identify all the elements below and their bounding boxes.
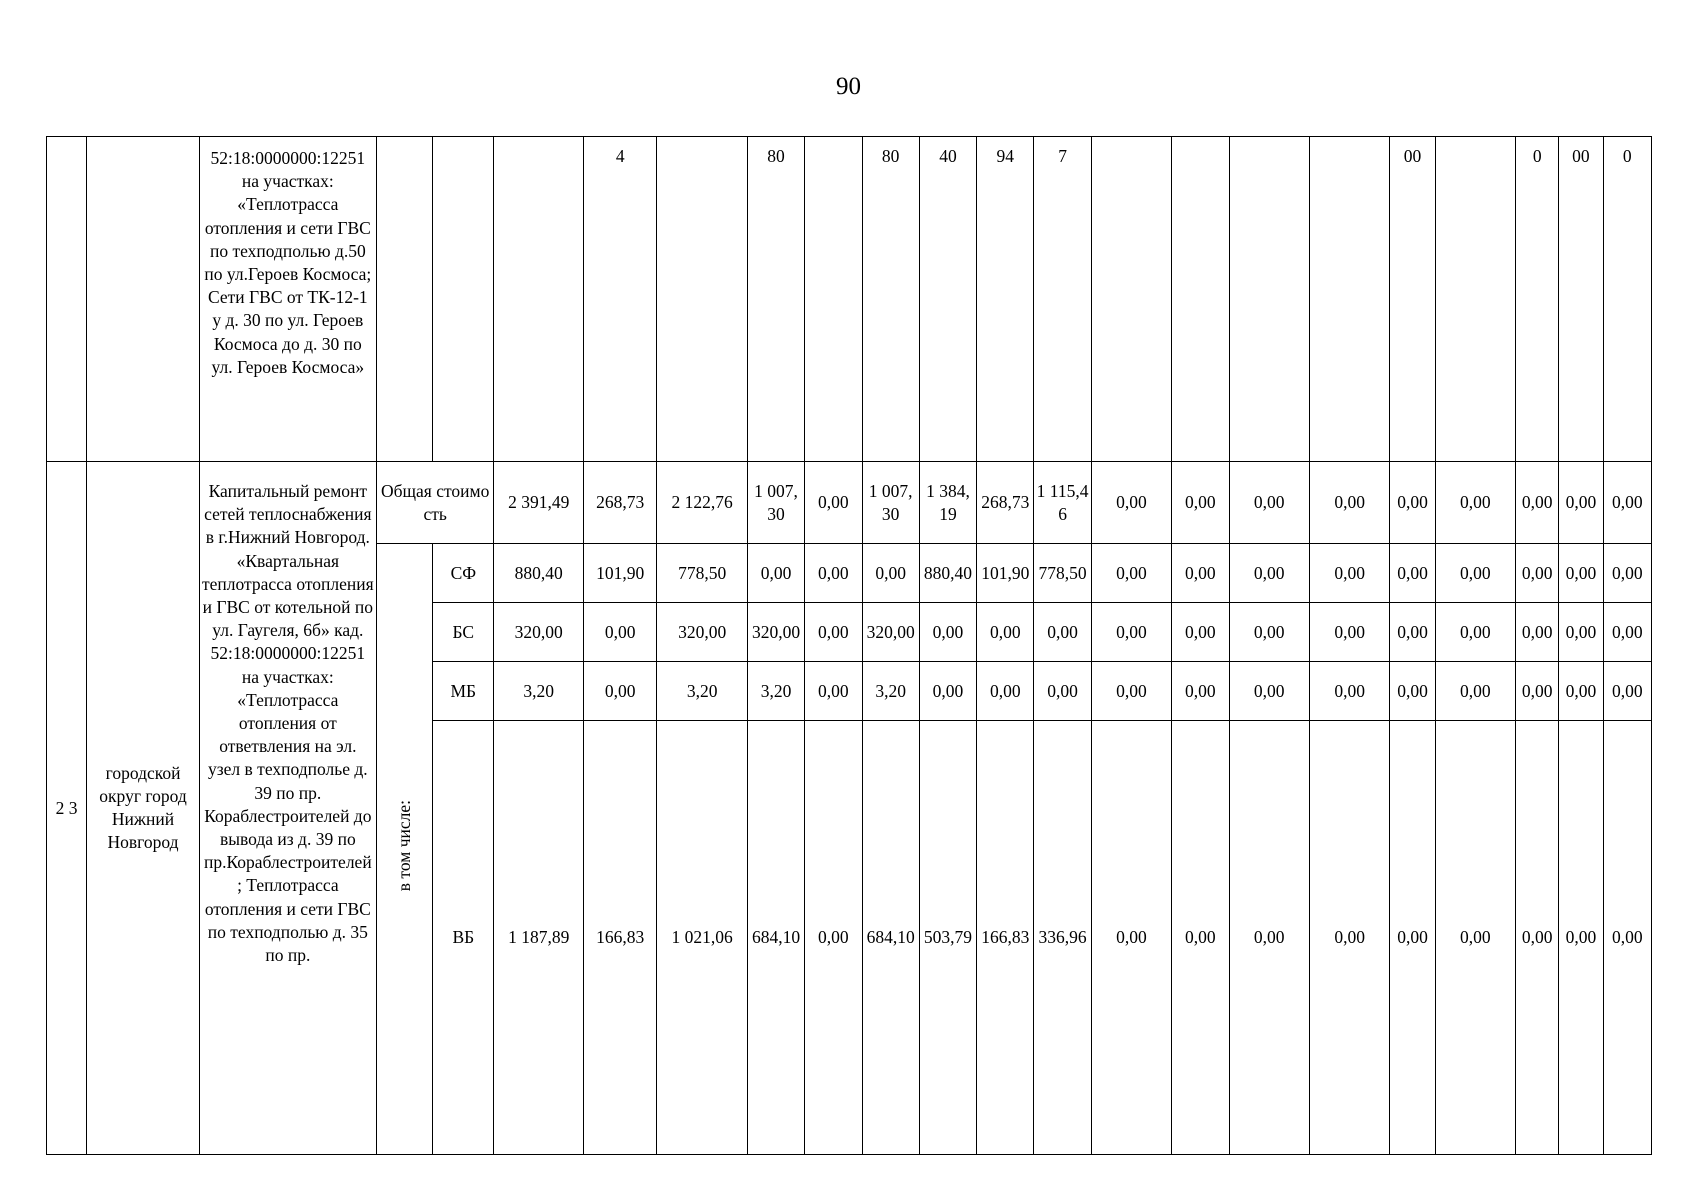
value-cell: 0,00 xyxy=(1172,462,1229,544)
value-cell xyxy=(657,137,748,462)
value-cell: 320,00 xyxy=(747,603,804,662)
budget-table xyxy=(46,136,1652,1155)
value-cell: 7 xyxy=(1034,137,1091,462)
value-cell: 40 xyxy=(919,137,976,462)
value-cell: 0,00 xyxy=(1516,662,1559,721)
value-cell: 0,00 xyxy=(1435,603,1515,662)
row-number: 2 3 xyxy=(47,462,87,1155)
value-cell: 268,73 xyxy=(977,462,1034,544)
value-cell: 0,00 xyxy=(1091,721,1171,1155)
value-cell: 80 xyxy=(747,137,804,462)
value-cell: 320,00 xyxy=(494,603,584,662)
table-row xyxy=(47,137,1652,462)
value-cell: 0,00 xyxy=(919,662,976,721)
value-cell: 0,00 xyxy=(1309,721,1389,1155)
value-cell: 0,00 xyxy=(1172,662,1229,721)
value-cell xyxy=(376,137,432,462)
value-cell: 0,00 xyxy=(1229,603,1309,662)
value-cell: 0,00 xyxy=(1309,544,1389,603)
value-cell: 0,00 xyxy=(1435,544,1515,603)
value-cell: 1 384,19 xyxy=(919,462,976,544)
value-cell: 0,00 xyxy=(977,662,1034,721)
value-cell: 320,00 xyxy=(657,603,748,662)
value-cell: 1 007,30 xyxy=(862,462,919,544)
table-row xyxy=(47,462,1652,544)
total-cost-label: Общая стоимость xyxy=(376,462,494,544)
value-cell: 166,83 xyxy=(977,721,1034,1155)
municipality-cell xyxy=(87,137,200,462)
value-cell: 00 xyxy=(1559,137,1603,462)
value-cell: 0,00 xyxy=(805,544,862,603)
value-cell: 0,00 xyxy=(1559,544,1603,603)
funding-source-label: БС xyxy=(433,603,494,662)
value-cell: 0,00 xyxy=(1172,544,1229,603)
value-cell: 101,90 xyxy=(583,544,656,603)
value-cell: 0,00 xyxy=(862,544,919,603)
value-cell xyxy=(1172,137,1229,462)
value-cell: 0,00 xyxy=(1309,603,1389,662)
value-cell: 2 122,76 xyxy=(657,462,748,544)
value-cell: 80 xyxy=(862,137,919,462)
value-cell: 0,00 xyxy=(1229,721,1309,1155)
value-cell: 1 021,06 xyxy=(657,721,748,1155)
value-cell: 0,00 xyxy=(1435,662,1515,721)
value-cell: 0,00 xyxy=(1091,544,1171,603)
value-cell: 0,00 xyxy=(1516,544,1559,603)
value-cell: 880,40 xyxy=(494,544,584,603)
value-cell: 0,00 xyxy=(805,721,862,1155)
value-cell: 3,20 xyxy=(862,662,919,721)
value-cell: 1 007,30 xyxy=(747,462,804,544)
value-cell: 503,79 xyxy=(919,721,976,1155)
value-cell: 2 391,49 xyxy=(494,462,584,544)
value-cell: 0,00 xyxy=(1603,462,1651,544)
value-cell: 0,00 xyxy=(1034,603,1091,662)
value-cell: 336,96 xyxy=(1034,721,1091,1155)
value-cell: 0,00 xyxy=(747,544,804,603)
value-cell: 0,00 xyxy=(1390,544,1435,603)
value-cell: 0,00 xyxy=(1603,603,1651,662)
value-cell xyxy=(1229,137,1309,462)
value-cell: 880,40 xyxy=(919,544,976,603)
value-cell: 0,00 xyxy=(1435,721,1515,1155)
including-label: в том числе: xyxy=(393,800,414,892)
value-cell: 684,10 xyxy=(862,721,919,1155)
value-cell: 0,00 xyxy=(919,603,976,662)
value-cell: 4 xyxy=(583,137,656,462)
municipality-cell: городской округ город Нижний Новгород xyxy=(87,462,200,1155)
value-cell: 166,83 xyxy=(583,721,656,1155)
value-cell: 0,00 xyxy=(805,662,862,721)
value-cell xyxy=(1435,137,1515,462)
funding-source-label: СФ xyxy=(433,544,494,603)
value-cell: 0,00 xyxy=(1390,721,1435,1155)
value-cell: 0 xyxy=(1603,137,1651,462)
value-cell: 0,00 xyxy=(1516,603,1559,662)
value-cell: 3,20 xyxy=(657,662,748,721)
value-cell: 0,00 xyxy=(1390,462,1435,544)
value-cell xyxy=(805,137,862,462)
value-cell: 0,00 xyxy=(1229,662,1309,721)
page-number: 90 xyxy=(836,73,861,100)
funding-source-label: ВБ xyxy=(433,721,494,1155)
value-cell: 0,00 xyxy=(1309,462,1389,544)
value-cell: 0,00 xyxy=(1172,603,1229,662)
value-cell: 0,00 xyxy=(1559,721,1603,1155)
value-cell: 0,00 xyxy=(583,662,656,721)
value-cell: 0,00 xyxy=(1435,462,1515,544)
value-cell: 0,00 xyxy=(1034,662,1091,721)
value-cell: 0,00 xyxy=(1559,662,1603,721)
value-cell: 778,50 xyxy=(657,544,748,603)
value-cell: 0,00 xyxy=(1516,462,1559,544)
value-cell: 0,00 xyxy=(1229,462,1309,544)
value-cell: 0,00 xyxy=(1091,662,1171,721)
value-cell: 320,00 xyxy=(862,603,919,662)
value-cell: 0,00 xyxy=(1091,462,1171,544)
value-cell: 0,00 xyxy=(1516,721,1559,1155)
number-cell xyxy=(47,137,87,462)
value-cell xyxy=(494,137,584,462)
value-cell: 0,00 xyxy=(1390,662,1435,721)
funding-source-label: МБ xyxy=(433,662,494,721)
value-cell: 0,00 xyxy=(1172,721,1229,1155)
value-cell: 778,50 xyxy=(1034,544,1091,603)
value-cell: 0,00 xyxy=(1390,603,1435,662)
object-description: Капитальный ремонт сетей теплоснабжения в г.Нижний Новгород. «Квартальная теплотрасса отопления и ГВС от котельной по ул. Гаугеля, 6б» кад. 52:18:0000000:12251 на участках: «Теплотрасса отопления от ответвления на эл. узел в техподполье д. 39 по пр. Кораблестроителей до вывода из д. 39 по пр.Кораблестроителей; Теплотрасса отопления и сети ГВС по техподполью д. 35 по пр. xyxy=(199,462,376,1155)
value-cell: 1 187,89 xyxy=(494,721,584,1155)
value-cell: 0 xyxy=(1516,137,1559,462)
value-cell: 0,00 xyxy=(1229,544,1309,603)
value-cell: 0,00 xyxy=(1559,462,1603,544)
value-cell: 1 115,46 xyxy=(1034,462,1091,544)
value-cell: 3,20 xyxy=(494,662,584,721)
value-cell xyxy=(433,137,494,462)
value-cell: 0,00 xyxy=(977,603,1034,662)
value-cell xyxy=(1091,137,1171,462)
including-label-cell xyxy=(376,544,432,1155)
value-cell: 0,00 xyxy=(1603,662,1651,721)
value-cell: 0,00 xyxy=(805,462,862,544)
object-description: 52:18:0000000:12251 на участках: «Теплотрасса отопления и сети ГВС по техподполью д.50 по ул.Героев Космоса; Сети ГВС от ТК-12-1 у д. 30 по ул. Героев Космоса до д. 30 по ул. Героев Космоса» xyxy=(199,137,376,462)
value-cell: 684,10 xyxy=(747,721,804,1155)
value-cell: 0,00 xyxy=(1091,603,1171,662)
value-cell: 0,00 xyxy=(1603,721,1651,1155)
value-cell: 00 xyxy=(1390,137,1435,462)
value-cell: 0,00 xyxy=(1559,603,1603,662)
value-cell: 94 xyxy=(977,137,1034,462)
value-cell: 0,00 xyxy=(805,603,862,662)
value-cell: 0,00 xyxy=(1309,662,1389,721)
value-cell: 0,00 xyxy=(1603,544,1651,603)
value-cell: 0,00 xyxy=(583,603,656,662)
value-cell: 101,90 xyxy=(977,544,1034,603)
value-cell xyxy=(1309,137,1389,462)
value-cell: 3,20 xyxy=(747,662,804,721)
value-cell: 268,73 xyxy=(583,462,656,544)
